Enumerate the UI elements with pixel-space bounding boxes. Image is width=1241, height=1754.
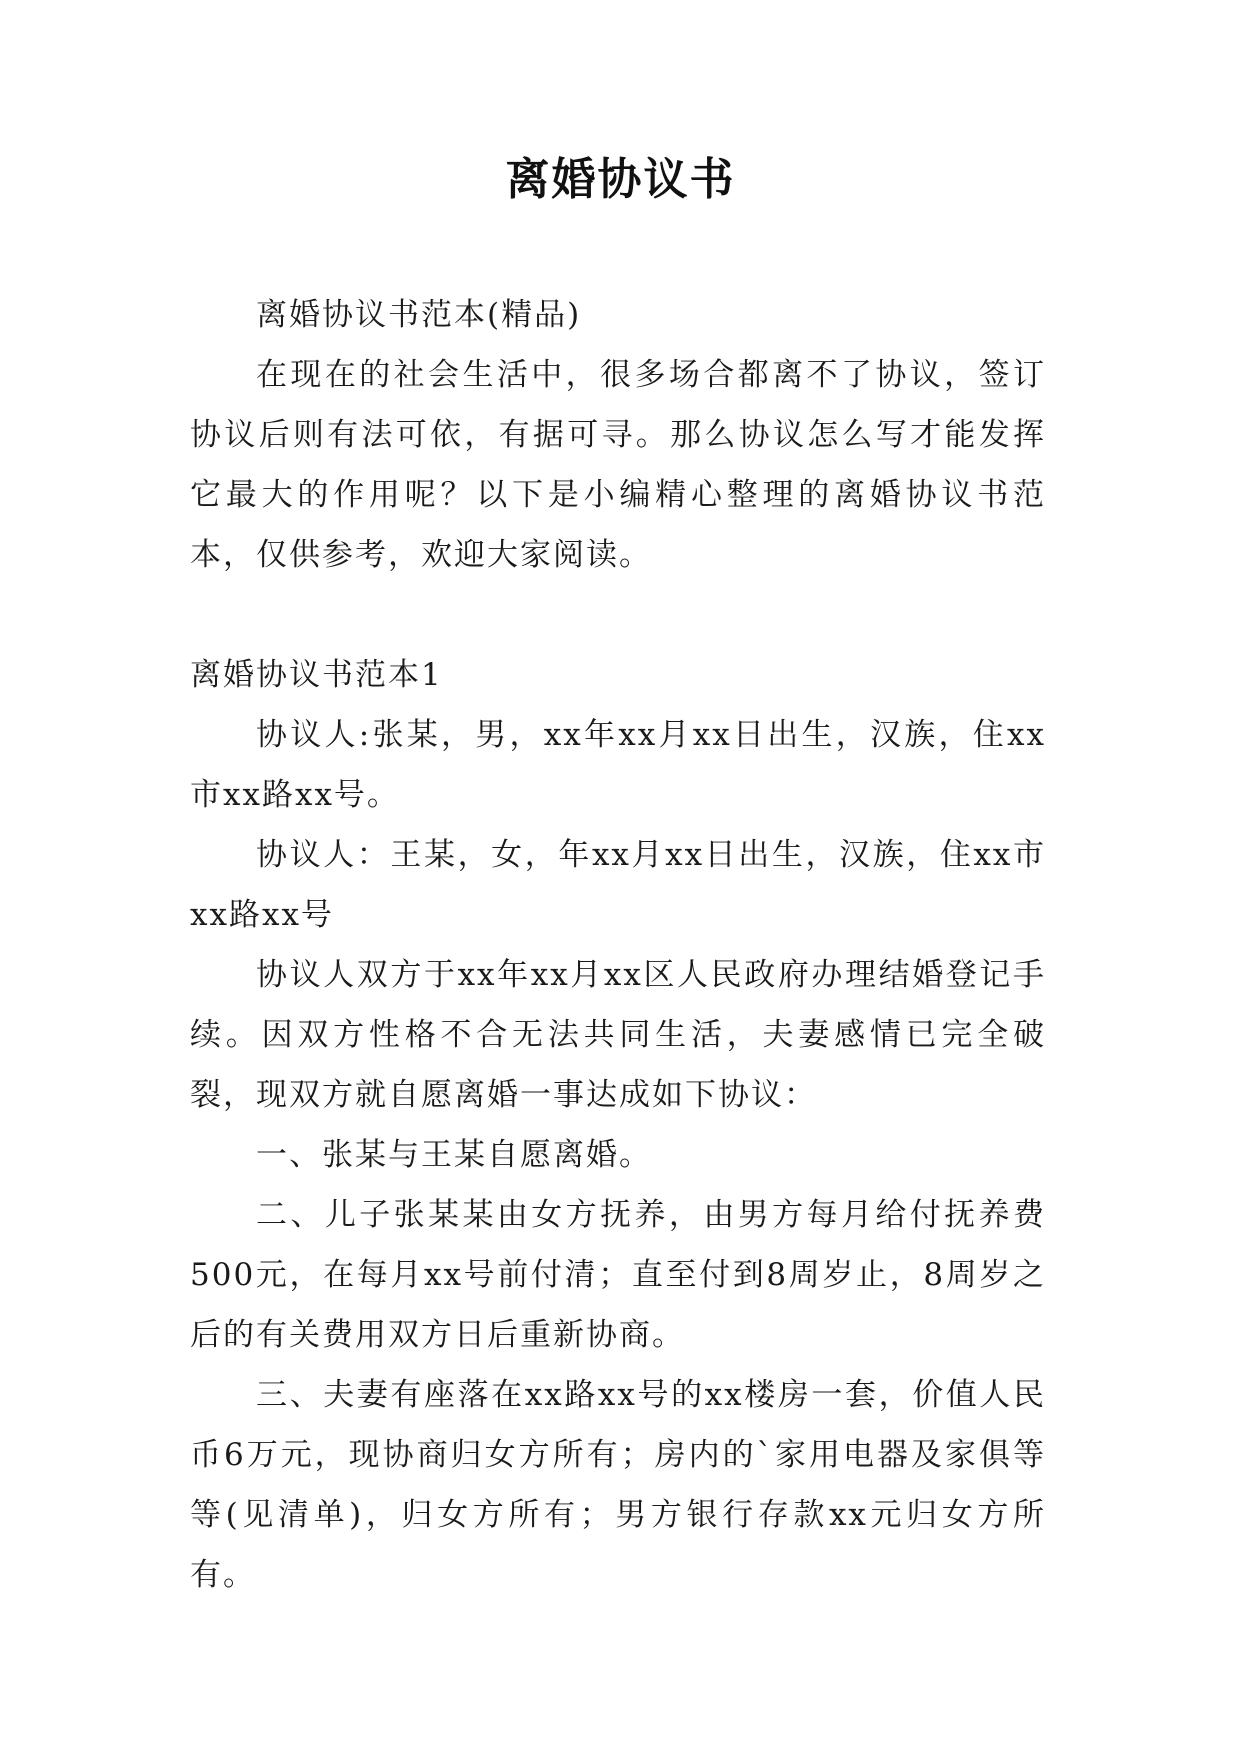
paragraph-party-2: 协议人：王某，女，年xx月xx日出生，汉族，住xx市xx路xx号 [190, 837, 1046, 933]
paragraph-background: 协议人双方于xx年xx月xx区人民政府办理结婚登记手续。因双方性格不合无法共同生活，夫妻感情已完全破裂，现双方就自愿离婚一事达成如下协议： [190, 957, 1046, 1113]
paragraph-clause-2: 二、儿子张某某由女方抚养，由男方每月给付抚养费500元，在每月xx号前付清；直至付到8周岁止，8周岁之后的有关费用双方日后重新协商。 [190, 1197, 1046, 1353]
document-title: 离婚协议书 [505, 154, 736, 205]
section-heading: 离婚协议书范本1 [190, 657, 443, 693]
paragraph-spacer [190, 585, 1046, 645]
paragraph-subtitle: 离婚协议书范本(精品) [256, 297, 582, 333]
document-body [190, 285, 1046, 1605]
paragraph-clause-1: 一、张某与王某自愿离婚。 [256, 1137, 652, 1173]
paragraph-clause-3: 三、夫妻有座落在xx路xx号的xx楼房一套，价值人民币6万元，现协商归女方所有；房内的`家用电器及家俱等等(见清单)，归女方所有；男方银行存款xx元归女方所有。 [190, 1377, 1046, 1593]
paragraph-party-1: 协议人:张某，男，xx年xx月xx日出生，汉族，住xx市xx路xx号。 [190, 717, 1046, 813]
paragraph-intro: 在现在的社会生活中，很多场合都离不了协议，签订协议后则有法可依，有据可寻。那么协议怎么写才能发挥它最大的作用呢？以下是小编精心整理的离婚协议书范本，仅供参考，欢迎大家阅读。 [190, 357, 1046, 573]
